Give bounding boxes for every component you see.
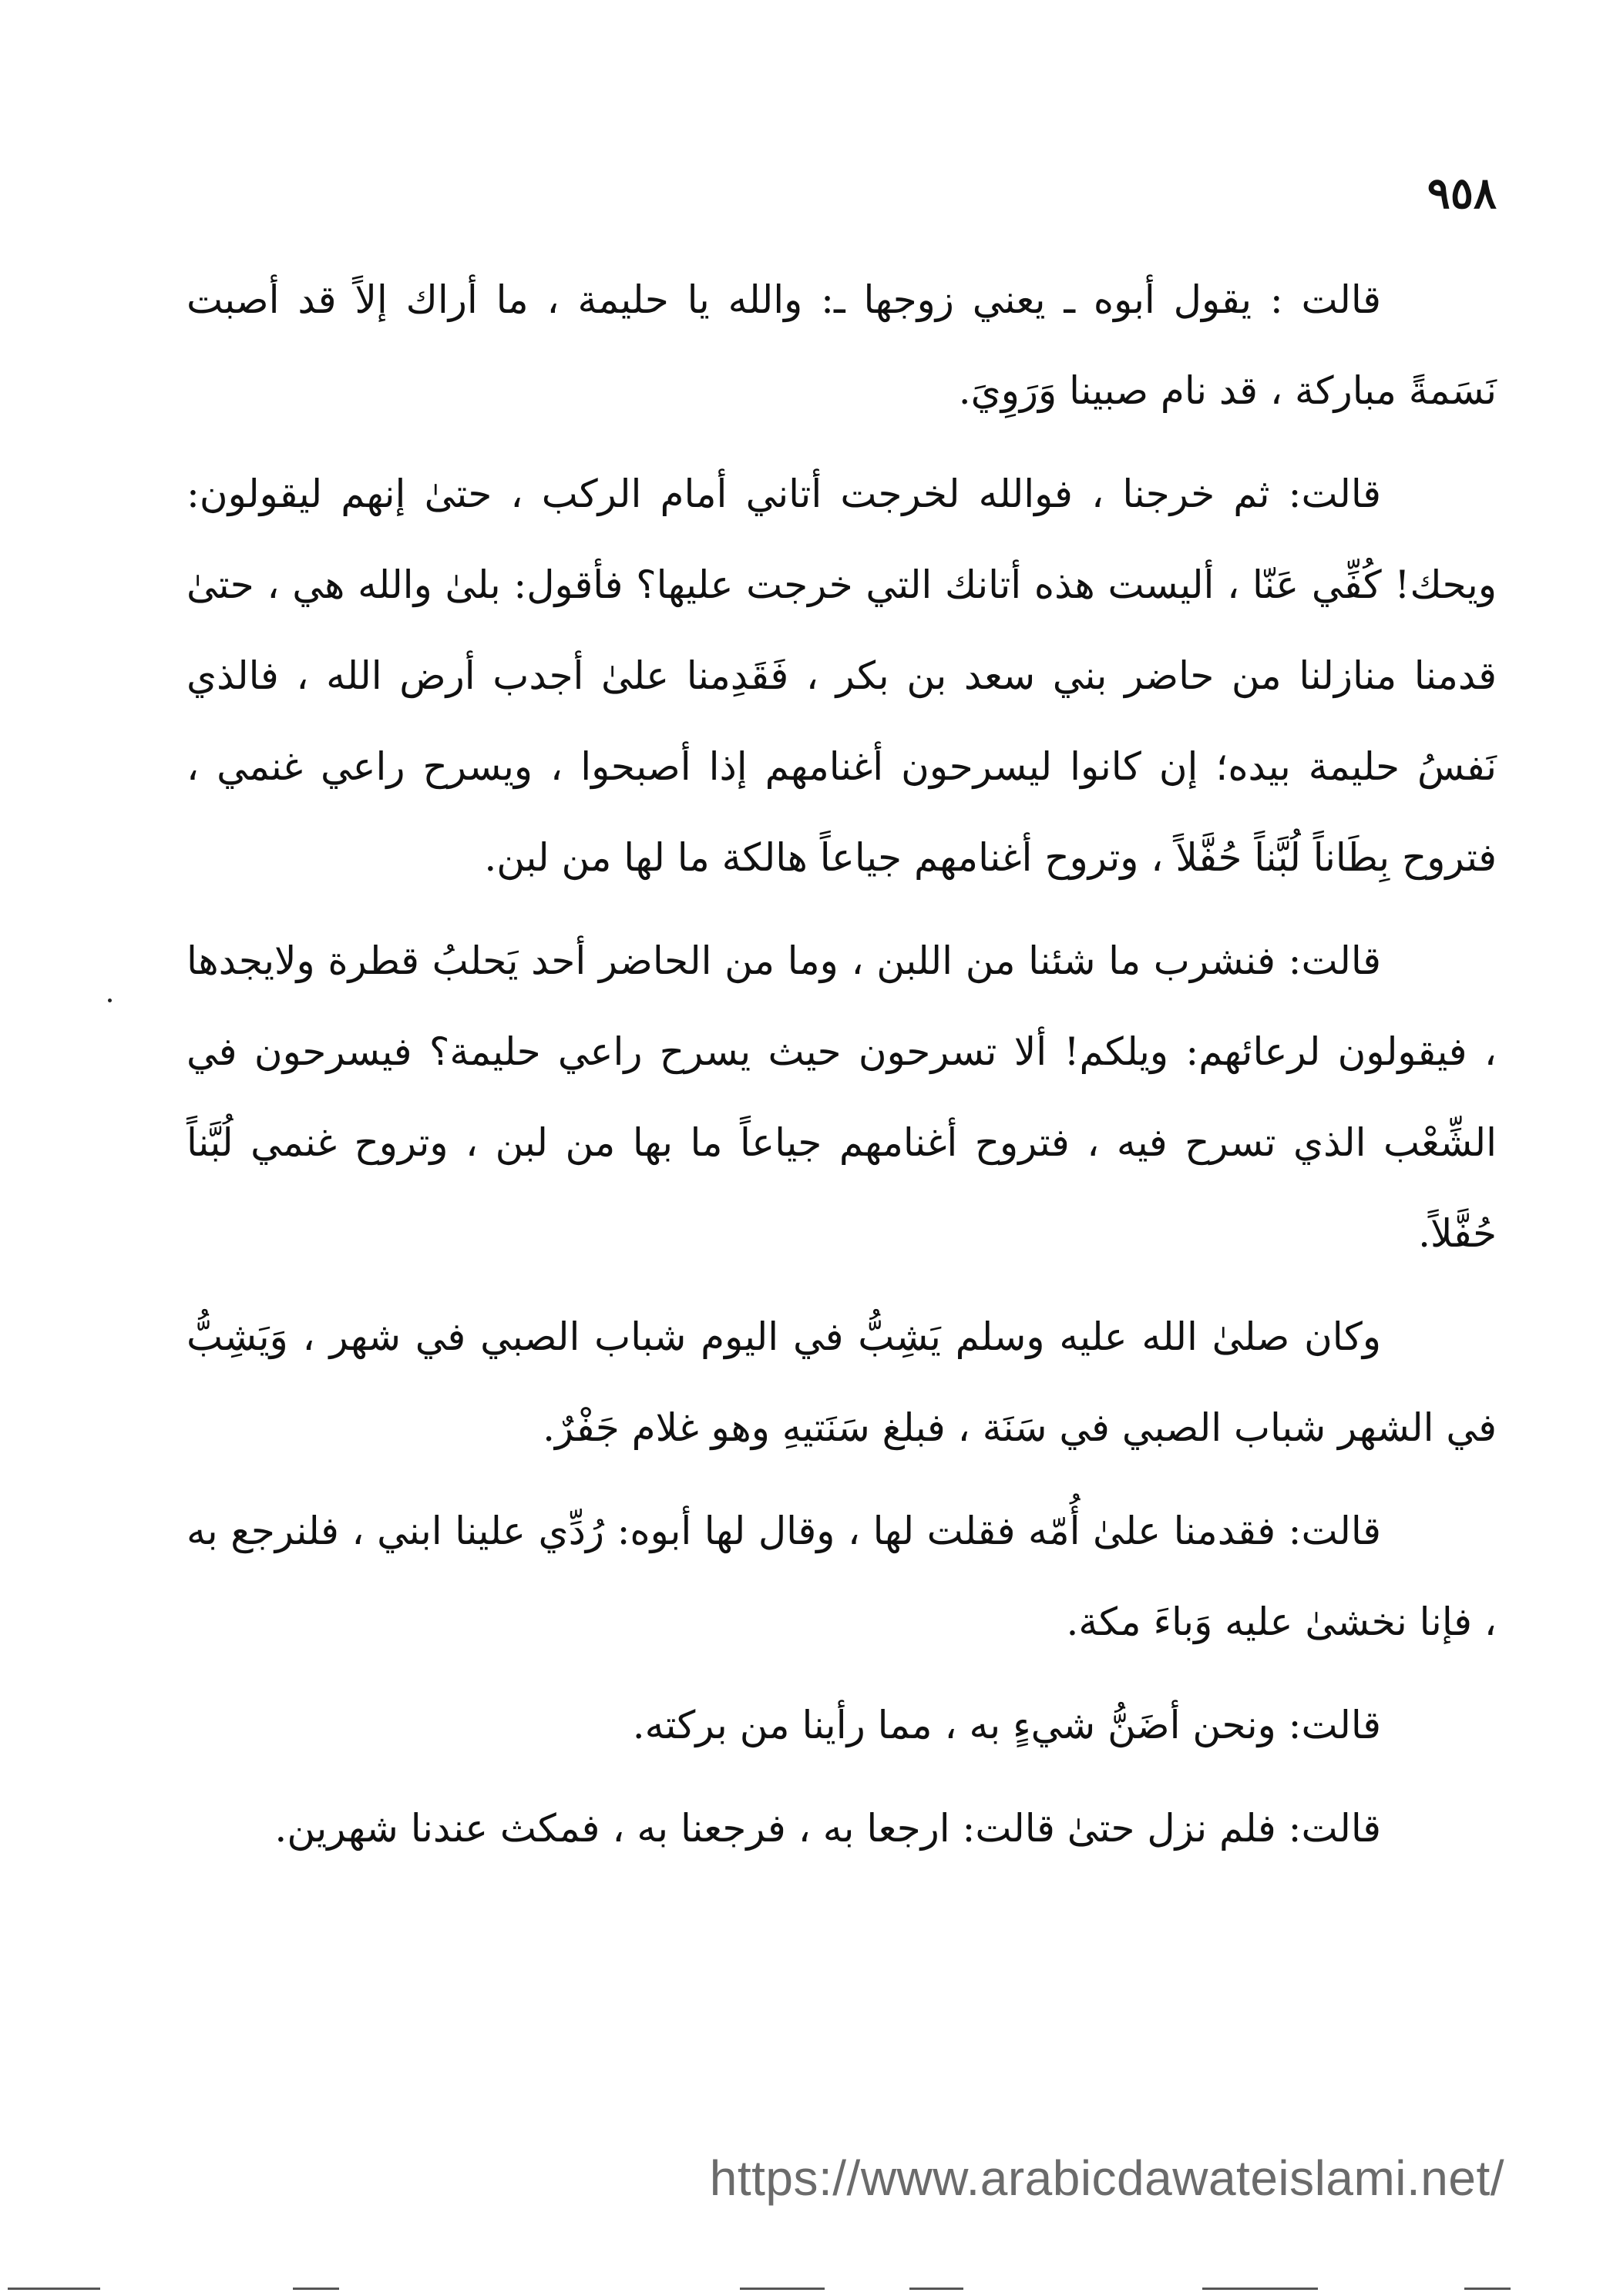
scan-mark xyxy=(1464,2288,1511,2290)
scan-edge-marks xyxy=(0,2276,1620,2296)
page-body xyxy=(187,254,1497,1886)
paragraph-2: قالت: ثم خرجنا ، فوالله لخرجت أتاني أمام الركب ، حتىٰ إنهم ليقولون: ويحك! كُفِّي عَنّا ، أليست هذه أتانك التي خرجت عليها؟ فأقول: بلىٰ والله هي ، حتىٰ قدمنا منازلنا من حاضر بني سعد بن بكر ، فَقَدِمنا علىٰ أجدب أرض الله ، فالذي نَفسُ حليمة بيده؛ إن كانوا ليسرحون أغنامهم إذا أصبحوا ، ويسرح راعي غنمي ، فتروح بِطَاناً لُبَّناً حُفَّلاً ، وتروح أغنامهم جياعاً هالكة ما لها من لبن. xyxy=(187,472,1497,880)
paragraph-3: قالت: فنشرب ما شئنا من اللبن ، وما من الحاضر أحد يَحلبُ قطرة ولايجدها ، فيقولون لرعائهم: ويلكم! ألا تسرحون حيث يسرح راعي حليمة؟ فيسرحون في الشِّعْب الذي تسرح فيه ، فتروح أغنامهم جياعاً ما بها من لبن ، وتروح غنمي لُبَّناً حُفَّلاً. xyxy=(187,938,1497,1256)
paragraph-4: وكان صلىٰ الله عليه وسلم يَشِبُّ في اليوم شباب الصبي في شهر ، وَيَشِبُّ في الشهر شباب الصبي في سَنَة ، فبلغ سَنَتيهِ وهو غلام جَفْرٌ. xyxy=(187,1314,1497,1450)
scan-mark xyxy=(1202,2288,1318,2290)
scan-mark xyxy=(740,2288,825,2290)
scan-mark xyxy=(293,2288,339,2290)
scan-speck xyxy=(108,999,112,1002)
paragraph-7: قالت: فلم نزل حتىٰ قالت: ارجعا به ، فرجعنا به ، فمكث عندنا شهرين. xyxy=(274,1806,1381,1851)
page-number: ٩٥٨ xyxy=(1427,168,1497,219)
scan-mark xyxy=(8,2288,100,2290)
paragraph-6: قالت: ونحن أضَنُّ شيءٍ به ، مما رأينا من بركته. xyxy=(632,1703,1381,1747)
paragraph-5: قالت: فقدمنا علىٰ أُمّه فقلت لها ، وقال لها أبوه: رُدِّي علينا ابني ، فلنرجع به ، فإنا نخشىٰ عليه وَباءَ مكة. xyxy=(187,1509,1497,1644)
paragraph-1: قالت : يقول أبوه ـ يعني زوجها ـ: والله يا حليمة ، ما أراك إلاً قد أصبت نَسَمةً مباركة ، قد نام صبينا وَرَوِيَ. xyxy=(187,277,1497,413)
scan-mark xyxy=(909,2288,963,2290)
footer-watermark-url: https://www.arabicdawateislami.net/ xyxy=(709,2150,1504,2206)
